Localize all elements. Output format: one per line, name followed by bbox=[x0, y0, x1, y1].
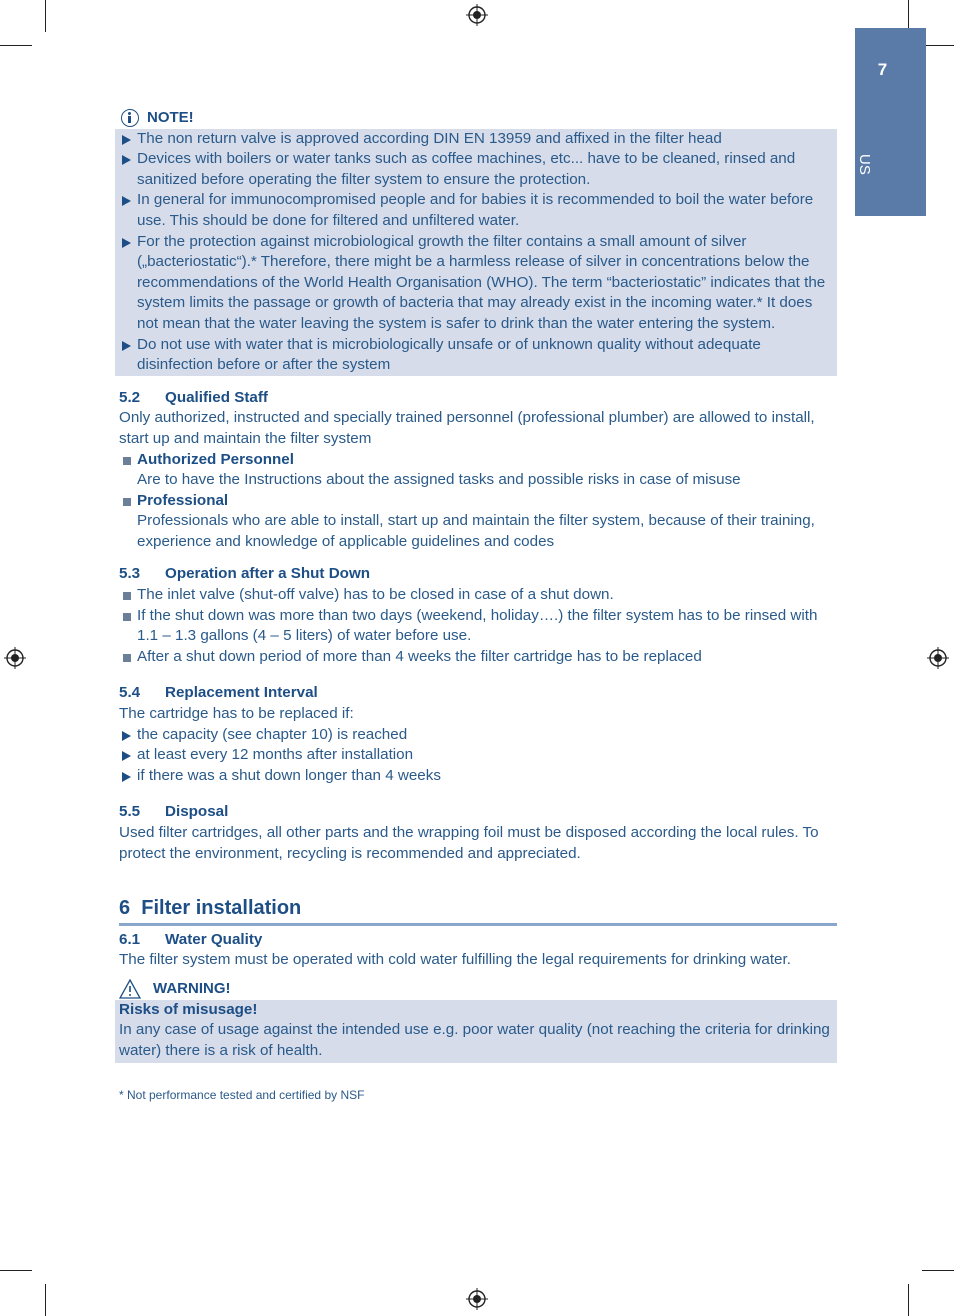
warning-title: WARNING! bbox=[153, 979, 231, 997]
registration-mark-icon bbox=[466, 1288, 488, 1310]
subsection-title: Professional bbox=[119, 491, 837, 512]
subsection-text: Are to have the Instructions about the assigned tasks and possible risks in case of misuse bbox=[137, 471, 741, 489]
list-item: If the shut down was more than two days (weekend, holiday….) the filter system has to be rinsed with 1.1 – 1.3 gallons (4 – 5 liters) of water before use. bbox=[119, 606, 837, 647]
section-text: Only authorized, instructed and specially trained personnel (professional plumber) are allowed to install, start up and maintain the filter system bbox=[119, 409, 815, 447]
note-heading bbox=[119, 108, 837, 129]
chapter-title: Filter installation bbox=[141, 897, 302, 920]
language-label: US bbox=[856, 154, 873, 175]
crop-mark bbox=[45, 0, 46, 32]
section-number: 5.3 bbox=[119, 565, 141, 583]
section-title: Replacement Interval bbox=[165, 684, 318, 702]
note-title: NOTE! bbox=[147, 109, 194, 126]
subsection-title: Authorized Personnel bbox=[119, 450, 837, 471]
crop-mark bbox=[0, 45, 32, 46]
section-title: Water Quality bbox=[165, 930, 263, 948]
crop-mark bbox=[0, 1270, 32, 1271]
section-number: 5.2 bbox=[119, 388, 141, 406]
section-number: 5.5 bbox=[119, 803, 141, 821]
warning-box bbox=[115, 1000, 837, 1064]
section-number: 6.1 bbox=[119, 930, 141, 948]
section-heading bbox=[119, 564, 837, 585]
list-item: if there was a shut down longer than 4 weeks bbox=[119, 766, 837, 787]
section-heading bbox=[119, 930, 837, 951]
page-tab bbox=[855, 28, 926, 216]
footnote: * Not performance tested and certified by NSF bbox=[119, 1088, 365, 1103]
section-title: Disposal bbox=[165, 803, 229, 821]
warning-icon bbox=[119, 979, 141, 999]
section-text: Used filter cartridges, all other parts and the wrapping foil must be disposed according the local rules. To protect the environment, recycling is recommended and appreciated. bbox=[119, 824, 819, 862]
warning-text: In any case of usage against the intended use e.g. poor water quality (not reaching the criteria for drinking water) there is a risk of health. bbox=[119, 1021, 830, 1059]
subsection-text: Professionals who are able to install, start up and maintain the filter system, because of their training, experience and knowledge of applicable guidelines and codes bbox=[137, 512, 815, 550]
section-title: Qualified Staff bbox=[165, 388, 268, 406]
list-item: the capacity (see chapter 10) is reached bbox=[119, 725, 837, 746]
warning-subtitle: Risks of misusage! bbox=[119, 1000, 258, 1018]
registration-mark-icon bbox=[466, 4, 488, 26]
section-text: The cartridge has to be replaced if: bbox=[119, 705, 354, 723]
crop-mark bbox=[922, 45, 954, 46]
crop-mark bbox=[908, 1284, 909, 1316]
section-heading bbox=[119, 388, 837, 409]
list-item: After a shut down period of more than 4 weeks the filter cartridge has to be replaced bbox=[119, 647, 837, 668]
crop-mark bbox=[45, 1284, 46, 1316]
section-heading bbox=[119, 802, 837, 823]
note-item: The non return valve is approved according DIN EN 13959 and affixed in the filter head bbox=[119, 129, 837, 150]
note-item: Devices with boilers or water tanks such as coffee machines, etc... have to be cleaned, rinsed and sanitized before operating the filter system to ensure the protection. bbox=[119, 149, 837, 190]
registration-mark-icon bbox=[4, 647, 26, 669]
note-box bbox=[115, 129, 837, 376]
section-heading bbox=[119, 683, 837, 704]
section-number: 5.4 bbox=[119, 684, 141, 702]
chapter-heading bbox=[119, 898, 837, 926]
note-item: For the protection against microbiological growth the filter contains a small amount of silver („bacteriostatic“).* Therefore, there might be a harmless release of silver in concentrations below the recommendations of the World Health Organisation (WHO). The term “bacteriostatic” indicates that the system limits the passage or growth of bacteria that may already exist in the incoming water.* It does not mean that the water leaving the system is safer to drink than the water entering the system. bbox=[119, 232, 837, 335]
section-title: Operation after a Shut Down bbox=[165, 565, 371, 583]
page-content bbox=[119, 108, 837, 1106]
section-text: The filter system must be operated with cold water fulfilling the legal requirements for drinking water. bbox=[119, 951, 791, 969]
chapter-number: 6 bbox=[119, 897, 131, 920]
page-number: 7 bbox=[877, 60, 888, 79]
crop-mark bbox=[922, 1270, 954, 1271]
registration-mark-icon bbox=[927, 647, 949, 669]
info-icon bbox=[121, 109, 139, 127]
list-item: The inlet valve (shut-off valve) has to be closed in case of a shut down. bbox=[119, 585, 837, 606]
warning-heading bbox=[119, 979, 837, 1000]
list-item: at least every 12 months after installation bbox=[119, 745, 837, 766]
note-item: In general for immunocompromised people and for babies it is recommended to boil the water before use. This should be done for filtered and unfiltered water. bbox=[119, 190, 837, 231]
note-item: Do not use with water that is microbiologically unsafe or of unknown quality without adequate disinfection before or after the system bbox=[119, 335, 837, 376]
